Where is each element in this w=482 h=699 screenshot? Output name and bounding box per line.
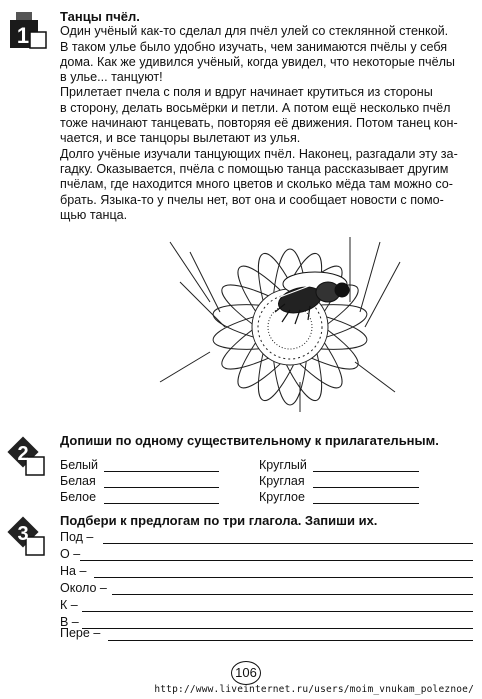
preposition-label: Под – bbox=[60, 530, 94, 544]
answer-line[interactable] bbox=[108, 640, 473, 641]
task-number-2: 2 bbox=[17, 443, 29, 465]
task1-line: дома. Как же удивился учёный, когда увидел, что некоторые пчёлы bbox=[60, 54, 455, 69]
answer-line[interactable] bbox=[82, 611, 473, 612]
answer-line[interactable] bbox=[313, 487, 419, 488]
adjective-label: Круглая bbox=[259, 474, 305, 488]
task1-line: в сторону, делать восьмёрки и петли. А потом ещё несколько пчёл bbox=[60, 100, 451, 115]
task1-title: Танцы пчёл. bbox=[60, 9, 140, 24]
task-number-3: 3 bbox=[17, 523, 29, 545]
preposition-label: На – bbox=[60, 564, 87, 578]
adjective-label: Круглый bbox=[259, 458, 307, 472]
task1-line: брать. Языка-то у пчелы нет, вот она и сообщает новости с помо- bbox=[60, 192, 444, 207]
task2-title: Допиши по одному существительному к прилагательным. bbox=[60, 433, 439, 448]
footer-url[interactable]: http://www.liveinternet.ru/users/moim_vnukam_poleznoe/ bbox=[154, 684, 474, 695]
task1-line: Долго учёные изучали танцующих пчёл. Наконец, разгадали эту за- bbox=[60, 146, 458, 161]
adjective-label: Круглое bbox=[259, 490, 305, 504]
task1-line: гадку. Оказывается, пчёла с помощью танца рассказывает другим bbox=[60, 161, 449, 176]
preposition-label: Около – bbox=[60, 581, 107, 595]
task1-line: Один учёный как-то сделал для пчёл улей со стеклянной стенкой. bbox=[60, 24, 449, 39]
answer-line[interactable] bbox=[112, 594, 473, 595]
bee-on-flower-illustration bbox=[150, 232, 420, 417]
answer-line[interactable] bbox=[313, 471, 419, 472]
answer-line[interactable] bbox=[104, 471, 219, 472]
task1-line: пчёлам, где находится много цветов и сколько мёда там можно со- bbox=[60, 177, 453, 192]
task-number-badge-3 bbox=[6, 515, 50, 559]
preposition-label: Пере – bbox=[60, 626, 101, 640]
task1-line: Прилетает пчела с поля и вдруг начинает крутиться из стороны bbox=[60, 85, 433, 100]
answer-line[interactable] bbox=[104, 487, 219, 488]
task1-text bbox=[60, 9, 472, 223]
task1-line: щью танца. bbox=[60, 207, 128, 222]
task1-line: чается, и все танцоры вылетают из улья. bbox=[60, 131, 301, 146]
task1-line: тоже начинают танцевать, повторяя её движения. Потом танец кон- bbox=[60, 116, 458, 131]
task3-title: Подбери к предлогам по три глагола. Запиши их. bbox=[60, 513, 378, 528]
preposition-label: О – bbox=[60, 547, 81, 561]
adjective-label: Белое bbox=[60, 490, 97, 504]
preposition-label: В – bbox=[60, 615, 79, 629]
answer-line[interactable] bbox=[94, 577, 473, 578]
adjective-label: Белый bbox=[60, 458, 99, 472]
answer-line[interactable] bbox=[104, 503, 219, 504]
task-number-badge-2 bbox=[6, 435, 50, 479]
task1-line: В таком улье было удобно изучать, чем занимаются пчёлы у себя bbox=[60, 39, 448, 54]
adjective-label: Белая bbox=[60, 474, 96, 488]
answer-line[interactable] bbox=[103, 543, 473, 544]
task-number-badge-1 bbox=[6, 10, 50, 54]
page-number: 106 bbox=[231, 661, 261, 685]
task1-line: в улье... танцуют! bbox=[60, 70, 163, 85]
task-number-1: 1 bbox=[16, 23, 30, 48]
answer-line[interactable] bbox=[80, 560, 473, 561]
answer-line[interactable] bbox=[313, 503, 419, 504]
answer-line[interactable] bbox=[82, 628, 473, 629]
preposition-label: К – bbox=[60, 598, 78, 612]
